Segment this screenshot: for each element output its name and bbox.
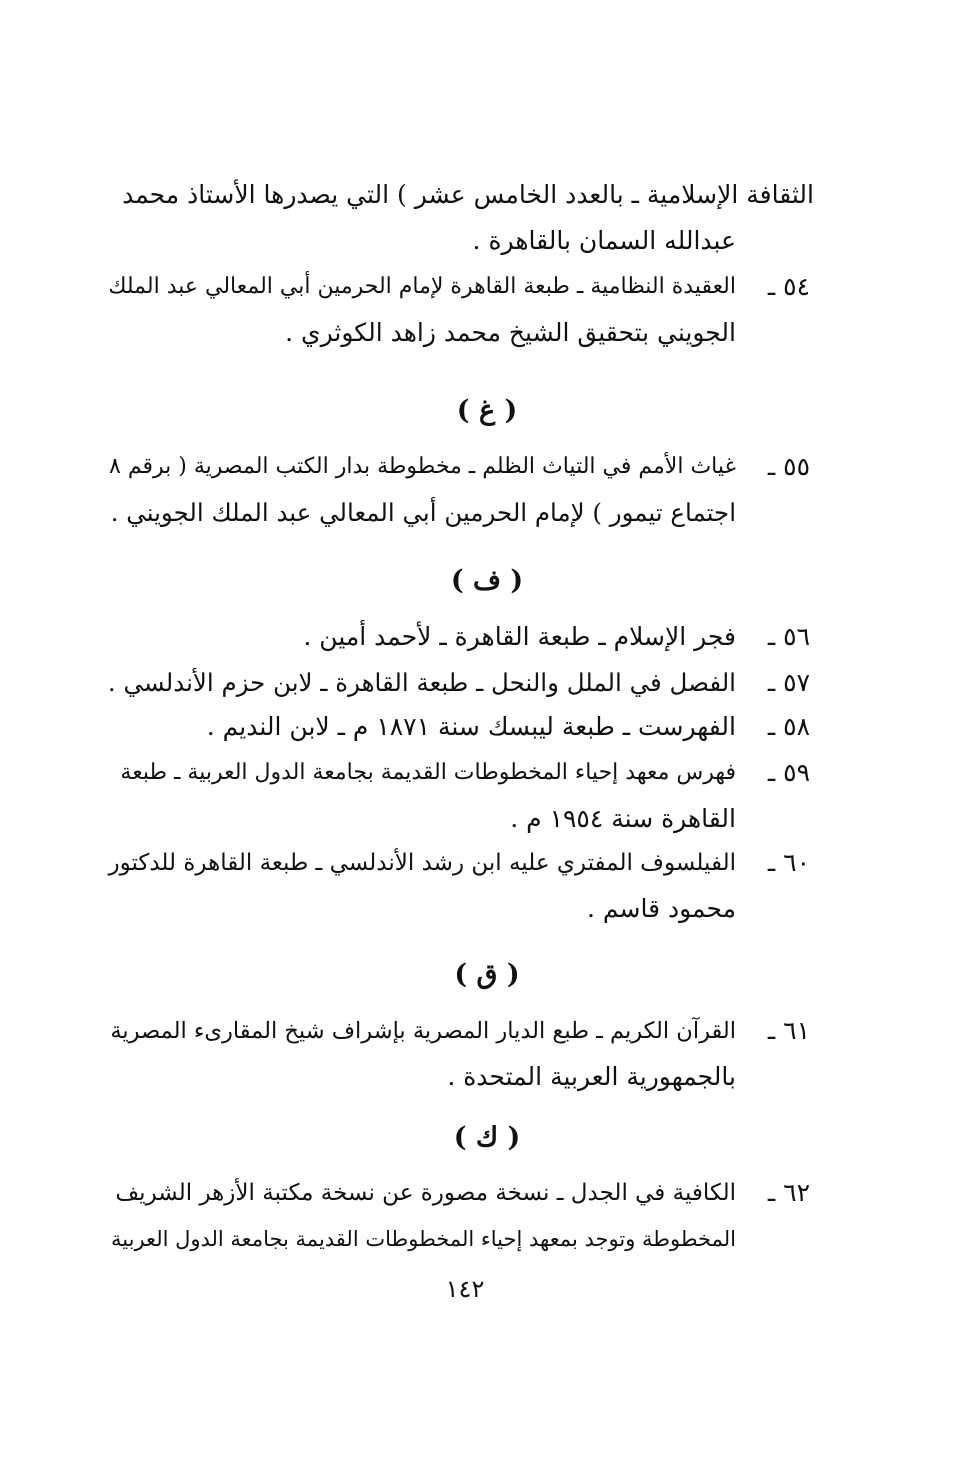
section-heading: ( غ ) xyxy=(456,395,518,426)
page-number: ١٤٢ xyxy=(445,1275,485,1303)
section-heading: ( ق ) xyxy=(454,959,520,990)
entry-number: ٦٢ ـ xyxy=(767,1178,810,1207)
entry-line: بالجمهورية العربية المتحدة . xyxy=(447,1062,736,1091)
entry-number: ٥٨ ـ xyxy=(767,712,810,741)
entry-line: محمود قاسم . xyxy=(586,894,736,923)
entry-line: الكافية في الجدل ـ نسخة مصورة عن نسخة مكتبة الأزهر الشريف xyxy=(115,1180,736,1206)
entry-number: ٦١ ـ xyxy=(767,1016,810,1045)
entry-number: ٥٩ ـ xyxy=(767,758,810,787)
section-heading: ( ف ) xyxy=(450,565,524,596)
continuation-line-1: الثقافة الإسلامية ـ بالعدد الخامس عشر ) التي يصدرها الأستاذ محمد xyxy=(122,180,814,209)
entry-line: القاهرة سنة ١٩٥٤ م . xyxy=(510,804,736,833)
entry-line: فهرس معهد إحياء المخطوطات القديمة بجامعة الدول العربية ـ طبعة xyxy=(120,760,736,785)
entry-number: ٦٠ ـ xyxy=(767,848,810,877)
entry-line: اجتماع تيمور ) لإمام الحرمين أبي المعالي عبد الملك الجويني . xyxy=(110,498,736,527)
entry-line: فجر الإسلام ـ طبعة القاهرة ـ لأحمد أمين . xyxy=(303,622,736,651)
entry-number: ٥٧ ـ xyxy=(767,668,810,697)
section-heading: ( ك ) xyxy=(453,1122,521,1153)
entry-line: القرآن الكريم ـ طبع الديار المصرية بإشراف شيخ المقارىء المصرية xyxy=(110,1018,736,1044)
entry-line: العقيدة النظامية ـ طبعة القاهرة لإمام الحرمين أبي المعالي عبد الملك xyxy=(108,274,736,299)
entry-number: ٥٤ ـ xyxy=(767,272,810,301)
entry-number: ٥٦ ـ xyxy=(767,622,810,651)
entry-line: غياث الأمم في التياث الظلم ـ مخطوطة بدار الكتب المصرية ( برقم ٨ xyxy=(109,454,736,479)
continuation-line-2: عبدالله السمان بالقاهرة . xyxy=(472,226,736,255)
entry-line: الفهرست ـ طبعة ليبسك سنة ١٨٧١ م ـ لابن النديم . xyxy=(206,712,736,741)
entry-number: ٥٥ ـ xyxy=(767,452,810,481)
entry-line: الفصل في الملل والنحل ـ طبعة القاهرة ـ لابن حزم الأندلسي . xyxy=(107,668,736,697)
entry-line: الفيلسوف المفتري عليه ابن رشد الأندلسي ـ طبعة القاهرة للدكتور xyxy=(108,850,736,876)
entry-line: الجويني بتحقيق الشيخ محمد زاهد الكوثري . xyxy=(285,318,736,347)
entry-line: المخطوطة وتوجد بمعهد إحياء المخطوطات القديمة بجامعة الدول العربية xyxy=(111,1227,736,1251)
